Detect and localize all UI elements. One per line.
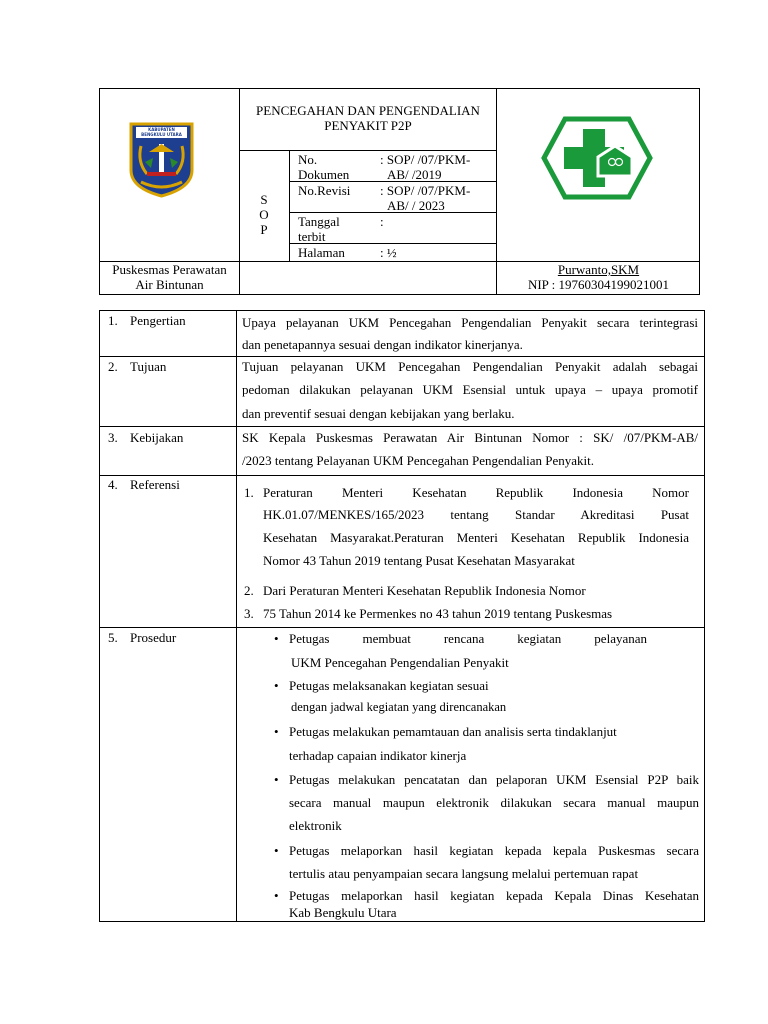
procedure-line: Petugas melakukan pencatatan dan pelaporan UKM Esensial P2P baik [289, 772, 699, 787]
signer-nip: NIP : 19760304199021001 [527, 277, 670, 292]
paragraph-line: Upaya pelayanan UKM Pencegahan Pengendalian Penyakit secara terintegrasi [242, 315, 698, 330]
procedure-line: terhadap capaian indikator kinerja [289, 748, 467, 763]
section-label-referensi: Referensi [130, 477, 180, 492]
section-label-kebijakan: Kebijakan [130, 430, 184, 445]
signer-name: Purwanto,SKM [557, 262, 640, 277]
reference-line: Kesehatan Masyarakat.Peraturan Menteri Kesehatan Republik Indonesia [263, 530, 689, 545]
paragraph-line: dan preventif sesuai dengan kebijakan yang berlaku. [242, 406, 515, 421]
reference-item-number: 1. [244, 485, 254, 500]
paragraph-line: pedoman dilakukan pelayanan UKM Esensial untuk upaya – upaya promotif [242, 382, 698, 397]
signer-block [497, 262, 700, 292]
procedure-line: Petugas melakukan pemamtauan dan analisis serta tindaklanjut [289, 724, 617, 739]
revision-value: : SOP/ /07/PKM- AB/ / 2023 [380, 183, 471, 213]
procedure-line: dengan jadwal kegiatan yang direncanakan [291, 700, 507, 714]
page-value: : ½ [380, 245, 397, 260]
bullet-icon: • [274, 631, 279, 646]
emblem-text-kabupaten: KABUPATEN [148, 127, 175, 132]
kabupaten-emblem-logo [127, 122, 196, 198]
procedure-line: UKM Pencegahan Pengendalian Penyakit [291, 655, 509, 670]
bullet-icon: • [274, 843, 279, 858]
doc-number-label: No. Dokumen [298, 152, 350, 182]
bullet-icon: • [274, 724, 279, 739]
organization-name: Puskesmas Perawatan Air Bintunan [112, 262, 227, 292]
reference-line: HK.01.07/MENKES/165/2023 tentang Standar Akreditasi Pusat [263, 507, 689, 522]
section-label-tujuan: Tujuan [130, 359, 167, 374]
reference-item-number: 2. [244, 583, 254, 598]
bullet-icon: • [274, 772, 279, 787]
puskesmas-logo [541, 116, 653, 204]
paragraph-line: SK Kepala Puskesmas Perawatan Air Bintunan Nomor : SK/ /07/PKM-AB/ [242, 430, 698, 445]
bullet-icon: • [274, 678, 279, 693]
procedure-line: elektronik [289, 818, 342, 833]
procedure-line: Petugas membuat rencana kegiatan pelayanan [289, 631, 647, 646]
section-number: 5. [108, 630, 118, 645]
reference-line: 75 Tahun 2014 ke Permenkes no 43 tahun 2019 tentang Puskesmas [263, 606, 613, 621]
reference-line: Nomor 43 Tahun 2019 tentang Pusat Kesehatan Masyarakat [263, 553, 575, 568]
paragraph-line: dan penetapannya sesuai dengan indikator kinerjanya. [242, 337, 523, 352]
document-title [239, 103, 497, 133]
paragraph-line: Tujuan pelayanan UKM Pencegahan Pengendalian Penyakit adalah sebagai [242, 359, 698, 374]
section-number: 3. [108, 430, 118, 445]
reference-line: Dari Peraturan Menteri Kesehatan Republik Indonesia Nomor [263, 583, 586, 598]
sop-content-table [99, 310, 705, 922]
procedure-line: Kab Bengkulu Utara [289, 905, 397, 920]
title-line-2: PENYAKIT P2P [324, 118, 412, 133]
issue-date-label: Tanggal terbit [298, 214, 340, 244]
section-number: 4. [108, 477, 118, 492]
sop-header-table [99, 88, 700, 295]
issue-date-value: : [380, 214, 384, 229]
title-line-1: PENCEGAHAN DAN PENGENDALIAN [256, 103, 480, 118]
section-label-prosedur: Prosedur [130, 630, 177, 645]
procedure-line: tertulis atau penyampaian secara langsung melalui pertemuan rapat [289, 866, 639, 881]
section-label-pengertian: Pengertian [130, 313, 186, 328]
reference-line: Peraturan Menteri Kesehatan Republik Indonesia Nomor [263, 485, 689, 500]
doc-number-value: : SOP/ /07/PKM- AB/ /2019 [380, 152, 471, 182]
procedure-line: Petugas melaporkan hasil kegiatan kepada Kepala Dinas Kesehatan [289, 888, 699, 903]
bullet-icon: • [274, 888, 279, 903]
reference-item-number: 3. [244, 606, 254, 621]
section-number: 1. [108, 313, 118, 328]
page-label: Halaman [298, 245, 345, 260]
sop-vertical-label: S O P [259, 192, 269, 237]
section-number: 2. [108, 359, 118, 374]
revision-label: No.Revisi [298, 183, 351, 198]
procedure-line: Petugas melaporkan hasil kegiatan kepada kepala Puskesmas secara [289, 843, 699, 858]
paragraph-line: /2023 tentang Pelayanan UKM Pencegahan Pengendalian Penyakit. [242, 453, 594, 468]
procedure-line: secara manual maupun elektronik dilakukan secara manual maupun [289, 795, 699, 810]
emblem-text-bengkulu-utara: BENGKULU UTARA [141, 132, 182, 137]
procedure-line: Petugas melaksanakan kegiatan sesuai [289, 678, 489, 693]
